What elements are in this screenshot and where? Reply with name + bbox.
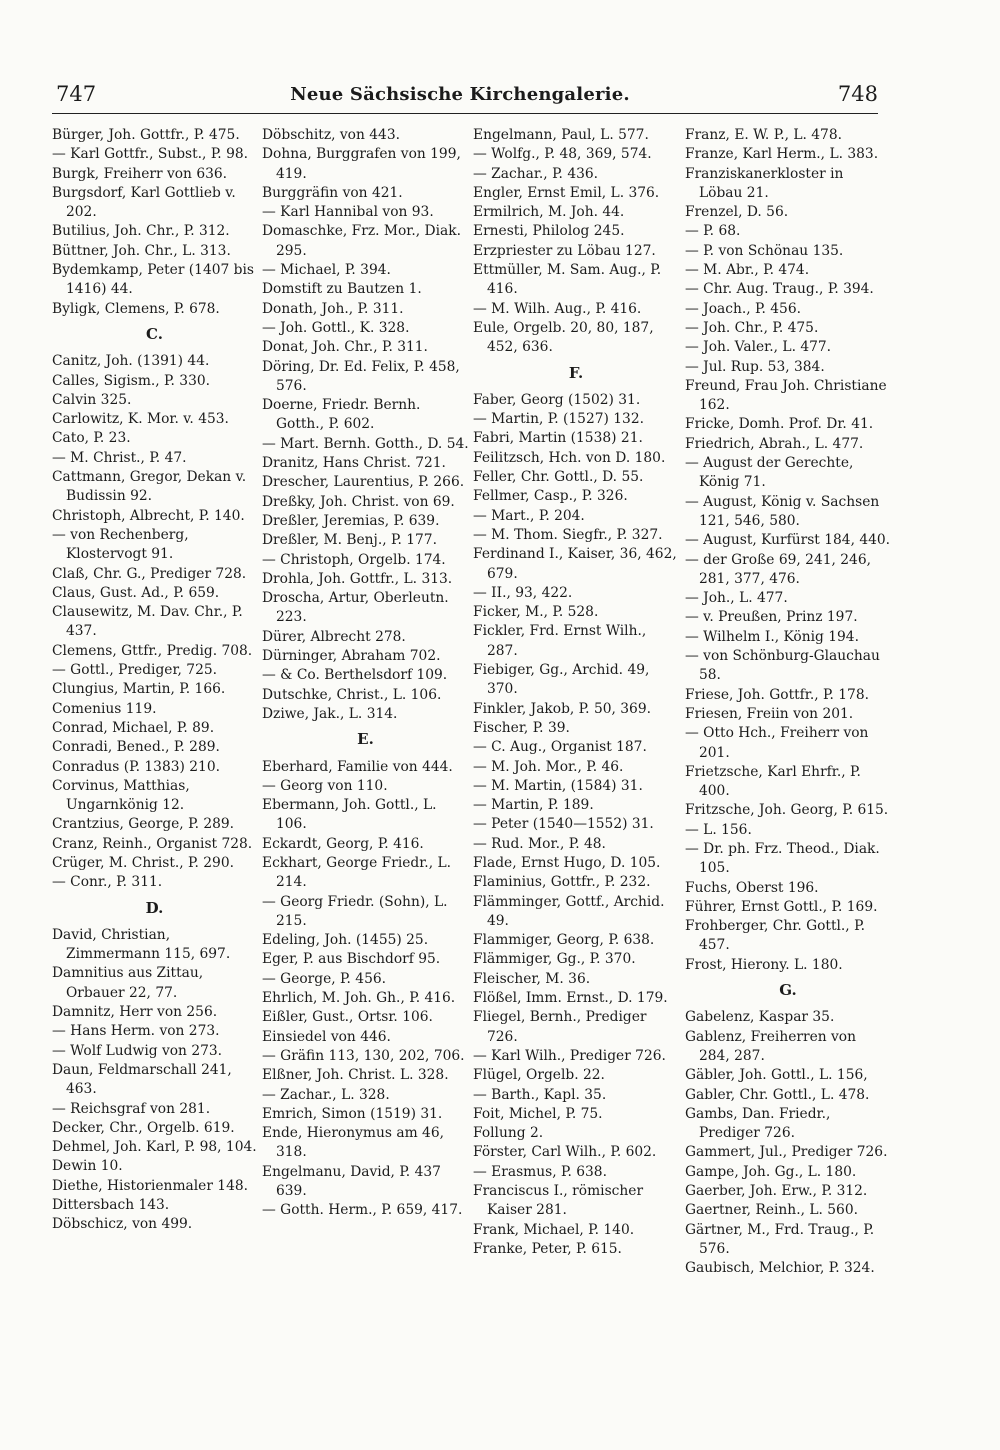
index-entry: — Joach., P. 456. <box>685 300 801 317</box>
index-entry: — Gottl., Prediger, 725. <box>52 662 218 679</box>
index-entry: Büttner, Joh. Chr., L. 313. <box>52 242 231 259</box>
index-entry: Clausewitz, M. Dav. Chr., P. 437. <box>52 604 243 640</box>
index-entry: — & Co. Berthelsdorf 109. <box>262 667 448 684</box>
index-entry: Eckardt, Georg, P. 416. <box>262 835 424 852</box>
index-entry: — Rud. Mor., P. 48. <box>473 835 606 852</box>
index-entry: — Mart. Bernh. Gotth., D. 54. <box>262 435 469 452</box>
index-entry: Ermilrich, M. Joh. 44. <box>473 204 625 221</box>
index-entry: Eißler, Gust., Ortsr. 106. <box>262 1009 433 1026</box>
index-entry: Doerne, Friedr. Bernh. Gotth., P. 602. <box>262 397 421 433</box>
index-entry: — Joh. Valer., L. 477. <box>685 339 832 356</box>
index-entry: Claus, Gust. Ad., P. 659. <box>52 584 220 601</box>
index-entry: Gablenz, Freiherren von 284, 287. <box>685 1028 856 1064</box>
index-entry: Friesen, Freiin von 201. <box>685 705 854 722</box>
index-entry: Faber, Georg (1502) 31. <box>473 391 641 408</box>
index-entry: Frank, Michael, P. 140. <box>473 1221 635 1238</box>
index-entry: Burgsdorf, Karl Gottlieb v. 202. <box>52 184 236 221</box>
index-entry: — M. Abr., P. 474. <box>685 262 810 279</box>
index-entry: — Gräfin 113, 130, 202, 706. <box>262 1047 465 1064</box>
index-entry: Eberhard, Familie von 444. <box>262 758 453 775</box>
index-entry: — Chr. Aug. Traug., P. 394. <box>685 281 874 298</box>
index-entry: — August, König v. Sachsen 121, 546, 580. <box>685 493 880 529</box>
index-entry: Conrad, Michael, P. 89. <box>52 719 215 736</box>
index-entry: Friese, Joh. Gottfr., P. 178. <box>685 686 869 703</box>
index-entry: Daun, Feldmarschall 241, 463. <box>52 1061 232 1098</box>
index-entry: Damnitz, Herr von 256. <box>52 1004 218 1021</box>
index-entry: Diethe, Historienmaler 148. <box>52 1177 249 1194</box>
index-entry: Dreßky, Joh. Christ. von 69. <box>262 493 455 510</box>
index-entry: Gärtner, M., Frd. Traug., P. 576. <box>685 1221 875 1257</box>
header-rule <box>52 113 878 114</box>
index-entry: Follung 2. <box>473 1125 544 1142</box>
index-entry: — Gotth. Herm., P. 659, 417. <box>262 1202 463 1219</box>
index-entry: Dreßler, Jeremias, P. 639. <box>262 512 440 529</box>
index-entry: Gabelenz, Kaspar 35. <box>685 1009 835 1026</box>
index-entry: Cato, P. 23. <box>52 430 131 447</box>
index-entry: Decker, Chr., Orgelb. 619. <box>52 1119 235 1136</box>
index-entry: Cattmann, Gregor, Dekan v. Budissin 92. <box>52 469 247 505</box>
index-entry: Ficker, M., P. 528. <box>473 604 599 621</box>
section-letter-heading: D. <box>145 898 164 917</box>
index-entry: Fellmer, Casp., P. 326. <box>473 488 628 505</box>
index-entry: Burgk, Freiherr von 636. <box>52 165 228 182</box>
index-entry: Ferdinand I., Kaiser, 36, 462, 679. <box>473 546 677 582</box>
index-column-2 <box>262 126 469 1221</box>
index-entry: Dittersbach 143. <box>52 1197 170 1214</box>
index-entry: Fliegel, Bernh., Prediger 726. <box>473 1009 647 1045</box>
index-entry: Dziwe, Jak., L. 314. <box>262 705 398 722</box>
index-column-4 <box>685 126 891 1279</box>
index-entry: — M. Joh. Mor., P. 46. <box>473 758 624 775</box>
index-column-3 <box>473 126 679 1259</box>
index-entry: — Martin, P. 189. <box>473 797 594 814</box>
index-entry: Führer, Ernst Gottl., P. 169. <box>685 898 878 915</box>
index-entry: — August, Kurfürst 184, 440. <box>685 532 891 549</box>
index-entry: Fleischer, M. 36. <box>473 970 591 987</box>
index-entry: Flämmiger, Gg., P. 370. <box>473 951 636 968</box>
index-entry: Engelmann, Paul, L. 577. <box>473 127 649 143</box>
section-letter-heading: F. <box>568 363 584 382</box>
index-entry: — M. Martin, (1584) 31. <box>473 777 643 794</box>
index-entry: — von Rechenberg, Klostervogt 91. <box>52 526 189 563</box>
index-entry: — Michael, P. 394. <box>262 262 391 279</box>
index-entry: Freund, Frau Joh. Christiane 162. <box>685 377 887 414</box>
index-entry: Gaubisch, Melchior, P. 324. <box>685 1260 875 1277</box>
index-entry: Fuchs, Oberst 196. <box>685 879 819 896</box>
index-entry: Eule, Orgelb. 20, 80, 187, 452, 636. <box>473 319 654 356</box>
index-entry: — August der Gerechte, König 71. <box>685 455 854 491</box>
index-entry: — Conr., P. 311. <box>52 874 163 891</box>
index-entry: — Karl Wilh., Prediger 726. <box>473 1047 666 1064</box>
index-entry: Emrich, Simon (1519) 31. <box>262 1105 443 1122</box>
index-entry: Döbschitz, von 443. <box>262 127 400 143</box>
index-entry: Gaerber, Joh. Erw., P. 312. <box>685 1183 868 1200</box>
index-entry: Döbschicz, von 499. <box>52 1216 193 1233</box>
index-entry: Frohberger, Chr. Gottl., P. 457. <box>685 918 865 954</box>
index-entry: Droscha, Artur, Oberleutn. 223. <box>262 590 449 626</box>
index-entry: Gabler, Chr. Gottl., L. 478. <box>685 1086 870 1103</box>
index-entry: — P. von Schönau 135. <box>685 242 844 259</box>
index-entry: Gampe, Joh. Gg., L. 180. <box>685 1163 857 1180</box>
index-entry: Gäbler, Joh. Gottl., L. 156, <box>685 1067 868 1084</box>
index-entry: — Hans Herm. von 273. <box>52 1023 220 1040</box>
index-entry: — Georg von 110. <box>262 777 388 794</box>
index-entry: Flade, Ernst Hugo, D. 105. <box>473 854 661 871</box>
index-entry: — L. 156. <box>685 821 752 838</box>
index-entry: Dranitz, Hans Christ. 721. <box>262 455 446 472</box>
index-entry: — Otto Hch., Freiherr von 201. <box>685 725 869 761</box>
index-entry: Butilius, Joh. Chr., P. 312. <box>52 223 230 240</box>
index-entry: Frietzsche, Karl Ehrfr., P. 400. <box>685 763 861 800</box>
index-entry: — Peter (1540—1552) 31. <box>473 816 654 833</box>
running-title: Neue Sächsische Kirchengalerie. <box>290 84 630 105</box>
index-entry: — Joh. Gottl., K. 328. <box>262 319 410 336</box>
index-entry: — George, P. 456. <box>262 970 387 987</box>
page-number-right: 748 <box>837 82 878 106</box>
index-entry: Clemens, Gttfr., Predig. 708. <box>52 642 253 659</box>
index-entry: — Barth., Kapl. 35. <box>473 1086 607 1103</box>
index-entry: Eger, P. aus Bischdorf 95. <box>262 951 441 968</box>
index-entry: — Joh., L. 477. <box>685 590 788 607</box>
index-entry: Frost, Hierony. L. 180. <box>685 956 843 973</box>
index-entry: Ende, Hieronymus am 46, 318. <box>262 1125 444 1161</box>
index-entry: Einsiedel von 446. <box>262 1028 391 1045</box>
index-entry: — v. Preußen, Prinz 197. <box>685 609 858 626</box>
index-entry: Drescher, Laurentius, P. 266. <box>262 474 465 491</box>
section-letter-heading: E. <box>357 730 374 749</box>
index-entry: — Dr. ph. Frz. Theod., Diak. 105. <box>685 840 880 877</box>
index-entry: — Martin, P. (1527) 132. <box>473 411 644 428</box>
index-entry: — Zachar., L. 328. <box>262 1086 390 1103</box>
running-header <box>50 82 878 112</box>
index-entry: Ehrlich, M. Joh. Gh., P. 416. <box>262 990 456 1007</box>
index-entry: Corvinus, Matthias, Ungarnkönig 12. <box>52 777 190 814</box>
index-entry: Flämminger, Gottf., Archid. 49. <box>473 893 665 929</box>
index-entry: — Georg Friedr. (Sohn), L. 215. <box>262 893 448 929</box>
index-entry: Dehmel, Joh. Karl, P. 98, 104. <box>52 1139 257 1156</box>
index-entry: Bürger, Joh. Gottfr., P. 475. <box>52 127 240 143</box>
index-entry: Canitz, Joh. (1391) 44. <box>52 353 210 370</box>
index-entry: Domaschke, Frz. Mor., Diak. 295. <box>262 223 461 259</box>
index-entry: Christoph, Albrecht, P. 140. <box>52 507 245 524</box>
index-entry: Dewin 10. <box>52 1158 123 1175</box>
index-entry: — Mart., P. 204. <box>473 507 585 524</box>
index-entry: Drohla, Joh. Gottfr., L. 313. <box>262 570 453 587</box>
index-entry: Franciscus I., römischer Kaiser 281. <box>473 1183 644 1219</box>
index-entry: — Wolfg., P. 48, 369, 574. <box>473 146 652 163</box>
index-entry: Ebermann, Joh. Gottl., L. 106. <box>262 797 437 833</box>
index-entry: Foit, Michel, P. 75. <box>473 1105 603 1122</box>
index-entry: Friedrich, Abrah., L. 477. <box>685 435 864 452</box>
index-entry: Fricke, Domh. Prof. Dr. 41. <box>685 416 874 433</box>
index-entry: Fabri, Martin (1538) 21. <box>473 430 643 447</box>
index-entry: Dutschke, Christ., L. 106. <box>262 686 442 703</box>
index-entry: Franz, E. W. P., L. 478. <box>685 127 842 143</box>
index-entry: Claß, Chr. G., Prediger 728. <box>52 565 247 582</box>
index-entry: Flößel, Imm. Ernst., D. 179. <box>473 990 668 1007</box>
index-entry: Elßner, Joh. Christ. L. 328. <box>262 1067 449 1084</box>
index-entry: — II., 93, 422. <box>473 584 573 601</box>
page-number-left: 747 <box>56 82 97 106</box>
index-entry: — M. Christ., P. 47. <box>52 449 187 466</box>
index-entry: Gammert, Jul., Prediger 726. <box>685 1144 888 1161</box>
index-entry: Engler, Ernst Emil, L. 376. <box>473 184 660 201</box>
index-entry: — der Große 69, 241, 246, 281, 377, 476. <box>685 551 872 587</box>
index-entry: Crüger, M. Christ., P. 290. <box>52 854 234 871</box>
index-entry: Dohna, Burggrafen von 199, 419. <box>262 146 461 182</box>
index-entry: Dürer, Albrecht 278. <box>262 628 406 645</box>
index-entry: Franke, Peter, P. 615. <box>473 1240 622 1257</box>
index-entry: Fiebiger, Gg., Archid. 49, 370. <box>473 662 650 698</box>
index-entry: Flammiger, Georg, P. 638. <box>473 932 655 949</box>
index-entry: David, Christian, Zimmermann 115, 697. <box>52 926 231 963</box>
index-entry: Frenzel, D. 56. <box>685 204 789 221</box>
index-entry: Gambs, Dan. Friedr., Prediger 726. <box>685 1105 831 1142</box>
index-entry: — M. Wilh. Aug., P. 416. <box>473 300 642 317</box>
index-entry: — Karl Gottfr., Subst., P. 98. <box>52 146 249 163</box>
index-entry: Erzpriester zu Löbau 127. <box>473 242 656 259</box>
index-entry: Conradi, Bened., P. 289. <box>52 739 220 756</box>
index-entry: Fickler, Frd. Ernst Wilh., 287. <box>473 623 647 659</box>
index-entry: Dreßler, M. Benj., P. 177. <box>262 532 437 549</box>
index-entry: Engelmanu, David, P. 437 639. <box>262 1163 441 1200</box>
index-entry: Förster, Carl Wilh., P. 602. <box>473 1144 657 1161</box>
index-entry: Dürninger, Abraham 702. <box>262 648 441 665</box>
index-entry: Conradus (P. 1383) 210. <box>52 758 220 775</box>
index-entry: Domstift zu Bautzen 1. <box>262 281 422 298</box>
index-entry: Flaminius, Gottfr., P. 232. <box>473 874 651 891</box>
index-entry: Fischer, P. 39. <box>473 719 570 736</box>
index-entry: — Jul. Rup. 53, 384. <box>685 358 825 375</box>
index-entry: — C. Aug., Organist 187. <box>473 739 647 756</box>
index-entry: — Joh. Chr., P. 475. <box>685 319 819 336</box>
index-entry: — Christoph, Orgelb. 174. <box>262 551 446 568</box>
index-entry: Burggräfin von 421. <box>262 184 403 201</box>
index-entry: Franziskanerkloster in Löbau 21. <box>685 165 844 201</box>
index-entry: — Wolf Ludwig von 273. <box>52 1042 223 1059</box>
index-entry: Clungius, Martin, P. 166. <box>52 681 226 698</box>
index-entry: Franze, Karl Herm., L. 383. <box>685 146 879 163</box>
index-entry: Flügel, Orgelb. 22. <box>473 1067 605 1084</box>
section-letter-heading: G. <box>779 981 797 1000</box>
index-entry: Ernesti, Philolog 245. <box>473 223 625 240</box>
index-entry: Byligk, Clemens, P. 678. <box>52 300 220 317</box>
index-entry: Ettmüller, M. Sam. Aug., P. 416. <box>473 262 662 298</box>
index-entry: — Zachar., P. 436. <box>473 165 599 182</box>
index-entry: Feller, Chr. Gottl., D. 55. <box>473 469 644 486</box>
index-entry: Eckhart, George Friedr., L. 214. <box>262 854 452 891</box>
index-entry: — Wilhelm I., König 194. <box>685 628 859 645</box>
index-entry: — Karl Hannibal von 93. <box>262 204 434 221</box>
index-entry: Finkler, Jakob, P. 50, 369. <box>473 700 651 717</box>
index-entry: — von Schönburg-Glauchau 58. <box>685 648 880 684</box>
index-entry: Crantzius, George, P. 289. <box>52 816 235 833</box>
index-entry: — Erasmus, P. 638. <box>473 1163 607 1180</box>
index-entry: Calvin 325. <box>52 391 132 408</box>
index-entry: Fritzsche, Joh. Georg, P. 615. <box>685 802 889 819</box>
index-entry: Feilitzsch, Hch. von D. 180. <box>473 449 666 466</box>
index-entry: — M. Thom. Siegfr., P. 327. <box>473 526 663 543</box>
index-entry: Comenius 119. <box>52 700 157 717</box>
index-entry: Cranz, Reinh., Organist 728. <box>52 835 253 852</box>
index-entry: Donath, Joh., P. 311. <box>262 300 404 317</box>
index-entry: Gaertner, Reinh., L. 560. <box>685 1202 858 1219</box>
index-entry: Donat, Joh. Chr., P. 311. <box>262 339 428 356</box>
index-entry: Carlowitz, K. Mor. v. 453. <box>52 411 229 428</box>
index-entry: Edeling, Joh. (1455) 25. <box>262 932 429 949</box>
index-entry: Damnitius aus Zittau, Orbauer 22, 77. <box>52 965 204 1001</box>
section-letter-heading: C. <box>146 324 163 343</box>
index-column-1 <box>52 126 257 1235</box>
index-entry: Döring, Dr. Ed. Felix, P. 458, 576. <box>262 358 460 394</box>
index-entry: — P. 68. <box>685 223 741 240</box>
index-entry: Calles, Sigism., P. 330. <box>52 372 211 389</box>
index-entry: — Reichsgraf von 281. <box>52 1100 211 1117</box>
index-entry: Bydemkamp, Peter (1407 bis 1416) 44. <box>52 262 255 298</box>
